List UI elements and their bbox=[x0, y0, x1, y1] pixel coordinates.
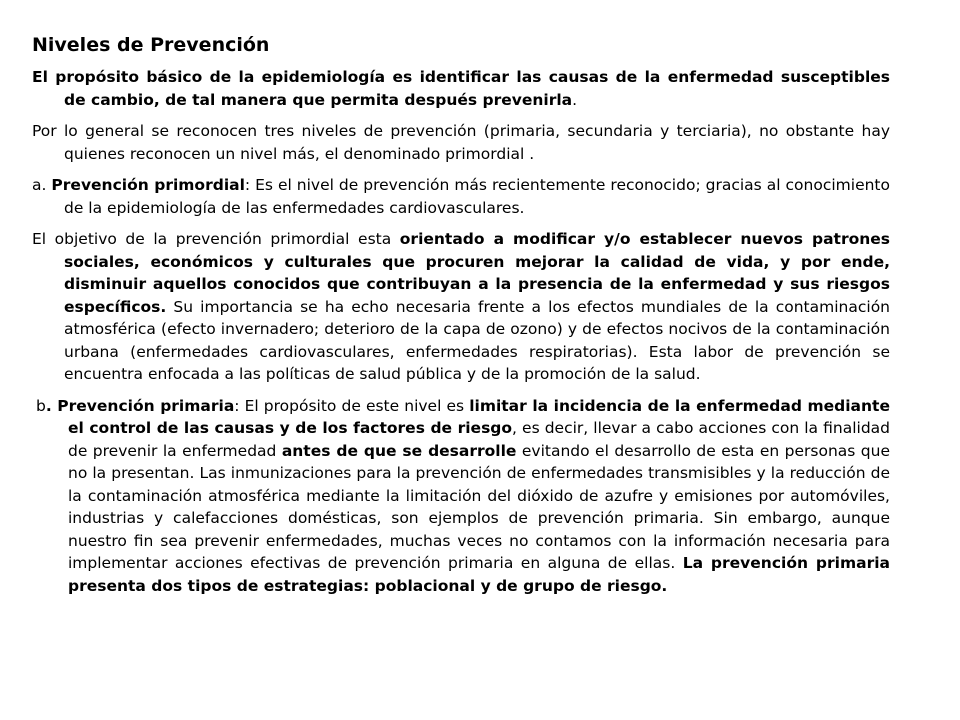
primary-text-1: : El propósito de este nivel es bbox=[234, 396, 470, 415]
primordial-text: : Es el nivel de prevención más recientemente reconocido; gracias al conocimiento de la epidemiología de las enfermedades cardiovasculares. bbox=[64, 176, 890, 217]
paragraph-purpose bbox=[32, 66, 890, 111]
primordial-prefix: a. bbox=[32, 176, 52, 194]
objective-text-end: Su importancia se ha echo necesaria frente a los efectos mundiales de la contaminación atmosférica (efecto invernadero; deterioro de la capa de ozono) y de efectos nocivos de la contaminación urbana (enfermedades cardiovasculares, enfermedades respiratorias). Esta labor de prevención se encuentra enfocada a las políticas de salud pública y de la promoción de la salud. bbox=[64, 297, 890, 383]
paragraph-primordial bbox=[32, 174, 890, 219]
content-body bbox=[32, 66, 890, 606]
paragraph-levels bbox=[32, 120, 890, 165]
paragraph-primary bbox=[32, 395, 890, 598]
primary-heading: . Prevención primaria bbox=[45, 396, 235, 415]
primary-text-3: evitando el desarrollo de esta en personas que no la presentan. Las inmunizaciones para la prevención de enfermedades transmisibles y la reducción de la contaminación atmosférica mediante la limitación del dióxido de azufre y emisiones por automóviles, industrias y calefacciones domésticas, son ejemplos de prevención primaria. Sin embargo, aunque nuestro fin sea prevenir enfermedades, muchas veces no contamos con la información necesaria para implementar acciones efectivas de prevención primaria en alguna de ellas. bbox=[68, 441, 890, 572]
page-title: Niveles de Prevención bbox=[32, 34, 270, 56]
purpose-end-text: . bbox=[572, 90, 578, 109]
primary-bold-purpose: limitar la incidencia de la enfermedad mediante el control de las causas y de los factores de riesgo bbox=[68, 396, 890, 437]
primary-bold-strategies: La prevención primaria presenta dos tipos de estrategias: poblacional y de grupo de riesgo. bbox=[68, 554, 890, 595]
levels-text: Por lo general se reconocen tres niveles de prevención (primaria, secundaria y terciaria), no obstante hay quienes reconocen un nivel más, el denominado primordial . bbox=[32, 122, 890, 163]
purpose-bold-text: El propósito básico de la epidemiología es identificar las causas de la enfermedad susceptibles de cambio, de tal manera que permita después prevenirla bbox=[32, 68, 890, 109]
primordial-heading: Prevención primordial bbox=[51, 176, 245, 194]
primary-prefix: b bbox=[36, 396, 46, 415]
objective-text-start: El objetivo de la prevención primordial esta bbox=[32, 230, 400, 248]
primary-bold-before: antes de que se desarrolle bbox=[281, 441, 517, 460]
paragraph-primordial-objective bbox=[32, 228, 890, 386]
primary-text-2: , es decir, llevar a cabo acciones con la finalidad de prevenir la enfermedad bbox=[68, 419, 890, 460]
objective-bold-text: orientado a modificar y/o establecer nuevos patrones sociales, económicos y culturales que procuren mejorar la calidad de vida, y por ende, disminuir aquellos conocidos que contribuyan a la presencia de la enfermedad y sus riesgos específicos. bbox=[64, 230, 891, 316]
